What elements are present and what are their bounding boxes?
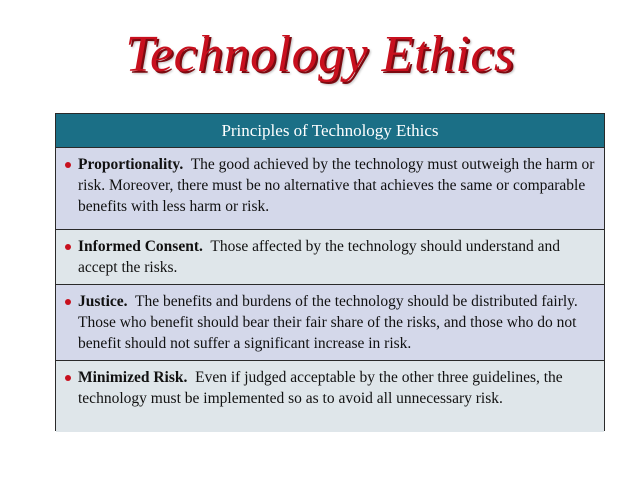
- principle-term: Proportionality.: [78, 156, 184, 173]
- principle-term: Informed Consent.: [78, 238, 203, 255]
- principle-term: Justice.: [78, 293, 128, 310]
- principle-proportionality: [56, 148, 604, 230]
- table-header: Principles of Technology Ethics: [56, 114, 604, 148]
- slide-title: Technology Ethics: [125, 26, 515, 83]
- bullet-icon: [65, 375, 71, 381]
- principle-informed-consent: [56, 230, 604, 285]
- principles-table: [55, 113, 605, 431]
- bullet-icon: [65, 244, 71, 250]
- principle-text: The good achieved by the technology must outweigh the harm or risk. Moreover, there must be no alternative that achieves the same or comparable benefits with less harm or risk.: [78, 156, 595, 215]
- bullet-icon: [65, 162, 71, 168]
- principle-term: Minimized Risk.: [78, 369, 188, 386]
- principle-justice: [56, 285, 604, 361]
- principle-text: The benefits and burdens of the technology should be distributed fairly. Those who benefit should bear their fair share of the risks, and those who do not benefit should not suffer a significant increase in risk.: [78, 293, 578, 352]
- principle-minimized-risk: [56, 361, 604, 432]
- principle-text: Those affected by the technology should understand and accept the risks.: [78, 238, 561, 276]
- bullet-icon: [65, 299, 71, 305]
- principle-text: Even if judged acceptable by the other three guidelines, the technology must be implemented so as to avoid all unnecessary risk.: [78, 369, 563, 407]
